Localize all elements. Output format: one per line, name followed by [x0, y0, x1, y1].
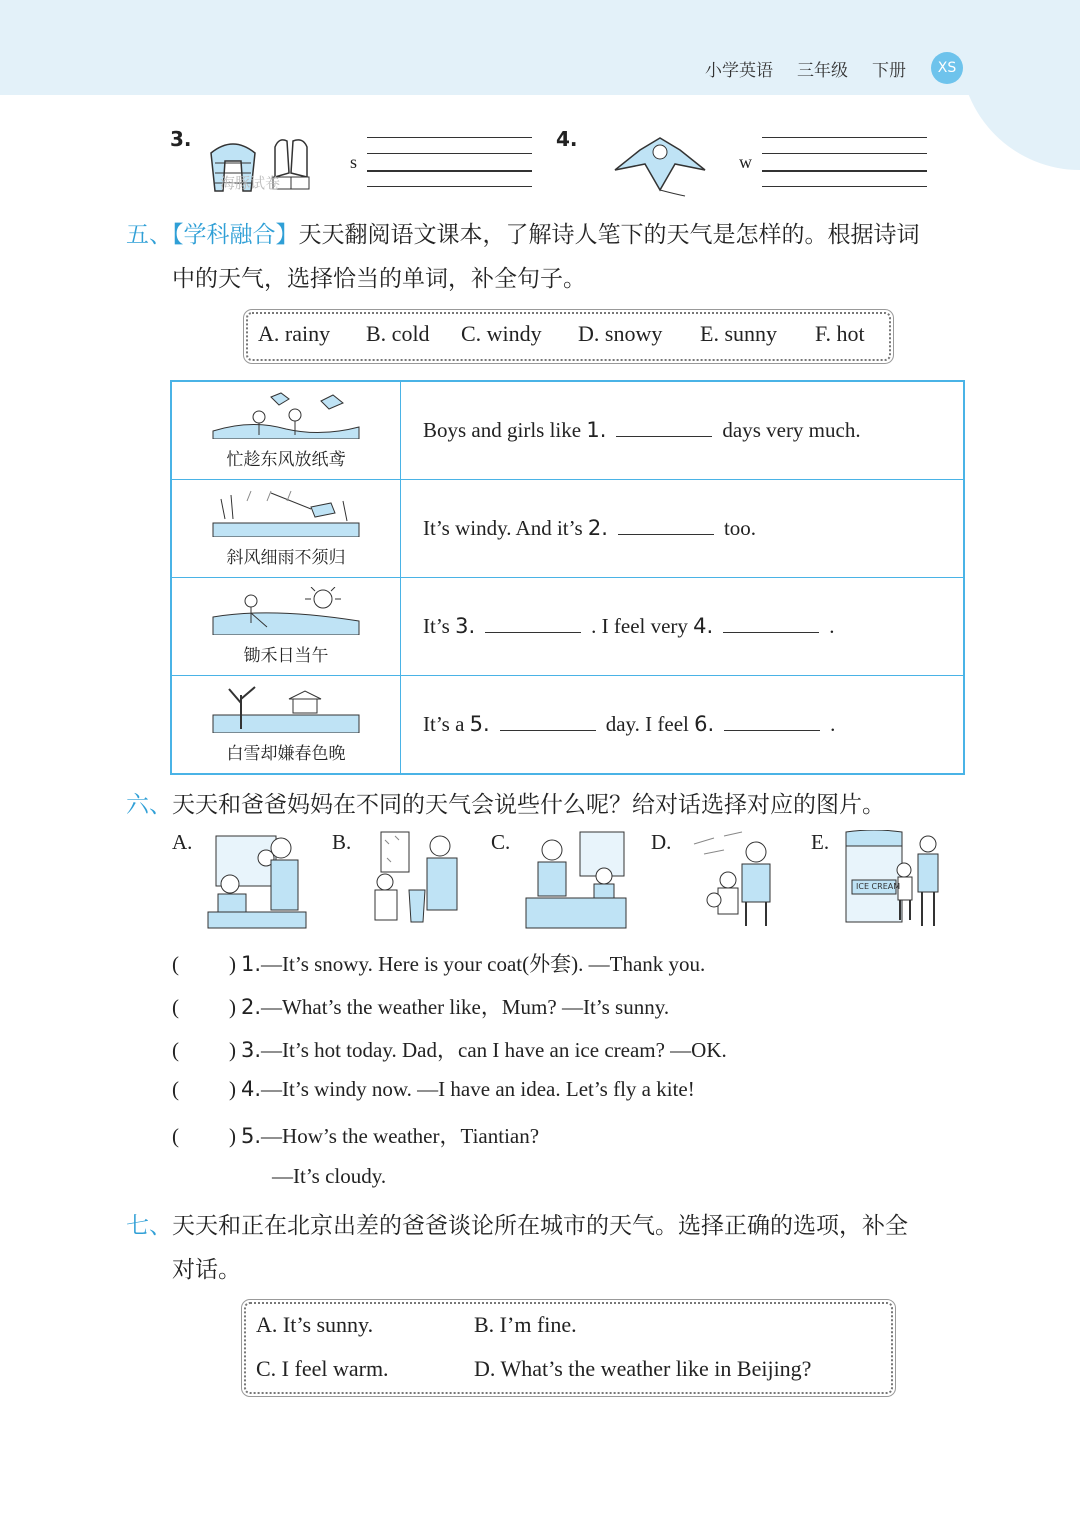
header-badge: XS	[931, 52, 963, 84]
section5-index: 五、	[126, 222, 172, 248]
header-band-curve	[960, 0, 1080, 170]
answer-line	[367, 137, 532, 138]
sentence-text: .	[830, 712, 836, 736]
paren-close: )	[229, 1077, 236, 1101]
answer-blank[interactable]	[723, 614, 819, 633]
picture-label-e: E.	[811, 830, 830, 854]
fisherman-rain-picture-icon	[211, 489, 361, 537]
item-3-letter: s	[350, 152, 358, 172]
answer-line	[367, 170, 532, 172]
section7-title-line1: 天天和正在北京出差的爸爸谈论所在城市的天气。选择正确的选项，补全	[172, 1213, 908, 1239]
table-row	[171, 480, 964, 578]
picture-d-icon	[684, 830, 788, 930]
section6-index: 六、	[126, 792, 172, 818]
sentence-cell	[401, 676, 965, 775]
dialogue-text: —It’s snowy. Here is your coat(外套). —Thank you.	[261, 952, 706, 976]
dialogue-5-continuation: —It’s cloudy.	[272, 1164, 387, 1188]
section7-option-c: C. I feel warm.	[256, 1356, 389, 1381]
sentence-text: too.	[723, 516, 757, 540]
picture-label-b: B.	[332, 830, 352, 854]
blank-number: 2.	[587, 516, 608, 540]
dialogue-2	[172, 991, 669, 1021]
poem-text: 白雪却嫌春色晚	[226, 744, 346, 764]
answer-line	[762, 186, 927, 187]
section5-title-line1: 天天翻阅语文课本，了解诗人笔下的天气是怎样的。根据诗词	[298, 222, 920, 248]
option-a: A. rainy	[258, 321, 331, 346]
blank-number: 4.	[693, 614, 714, 638]
picture-label-c: C.	[491, 830, 511, 854]
picture-label-a: A.	[172, 830, 193, 854]
dialogue-number: 4.	[241, 1077, 262, 1101]
section7-title	[126, 1207, 908, 1240]
picture-a-icon	[206, 830, 310, 930]
answer-blank[interactable]	[500, 712, 596, 731]
poem-text: 锄禾日当午	[243, 646, 329, 666]
dialogue-text: —What’s the weather like，Mum? —It’s sunny.	[261, 995, 670, 1019]
kite-icon	[605, 130, 715, 198]
paren-open: (	[172, 1077, 179, 1101]
dialogue-3	[172, 1034, 727, 1064]
dialogue-text: —It’s hot today. Dad，can I have an ice cream? —OK.	[261, 1038, 727, 1062]
paren-close: )	[229, 995, 236, 1019]
picture-e-icon	[844, 830, 948, 930]
blank-number: 6.	[694, 712, 715, 736]
header-subject: 小学英语	[705, 61, 773, 81]
watermark: 海豚试卷	[220, 174, 281, 192]
item-4-letter: w	[739, 152, 752, 172]
section5-title-line2: 中的天气，选择恰当的单词，补全句子。	[172, 266, 586, 292]
table-row	[171, 676, 964, 775]
sentence-text: . I feel very	[591, 614, 694, 638]
answer-blank[interactable]	[618, 516, 714, 535]
answer-line	[367, 186, 532, 187]
sentence-text: day. I feel	[605, 712, 695, 736]
section7-option-d: D. What’s the weather like in Beijing?	[474, 1356, 812, 1381]
sentence-text: .	[829, 614, 835, 638]
header-band	[0, 0, 1080, 95]
poem-text: 忙趁东风放纸鸢	[226, 450, 346, 470]
answer-blank[interactable]	[724, 712, 820, 731]
paren-open: (	[172, 1124, 179, 1148]
section5-tag: 【学科融合】	[172, 222, 299, 248]
answer-blank[interactable]	[485, 614, 581, 633]
poem-picture-cell	[171, 578, 401, 676]
sentence-cell	[401, 578, 965, 676]
picture-b-icon	[365, 830, 469, 930]
dialogue-text: —It’s windy now. —I have an idea. Let’s fly a kite!	[261, 1077, 695, 1101]
paren-close: )	[229, 1038, 236, 1062]
dialogue-number: 5.	[241, 1124, 262, 1148]
table-row	[171, 381, 964, 480]
header-volume: 下册	[872, 61, 906, 81]
answer-line	[762, 137, 927, 138]
section6-title	[126, 786, 885, 819]
poem-picture-cell	[171, 381, 401, 480]
blank-number: 5.	[469, 712, 490, 736]
option-e: E. sunny	[700, 321, 777, 346]
poem-weather-table	[170, 380, 965, 775]
section7-index: 七、	[126, 1213, 172, 1239]
paren-open: (	[172, 1038, 179, 1062]
blank-number: 3.	[455, 614, 476, 638]
dialogue-4	[172, 1077, 695, 1102]
item-3-number: 3.	[170, 127, 192, 151]
picture-c-icon	[524, 830, 628, 930]
sentence-cell	[401, 480, 965, 578]
dialogue-number: 2.	[241, 995, 262, 1019]
sentence-text: It’s windy. And it’s	[423, 516, 588, 540]
sentence-text: Boys and girls like	[423, 418, 587, 442]
paren-close: )	[229, 1124, 236, 1148]
farmer-sun-picture-icon	[211, 587, 361, 635]
table-row	[171, 578, 964, 676]
snow-pavilion-picture-icon	[211, 685, 361, 733]
dialogue-5	[172, 1120, 539, 1150]
picture-label-d: D.	[651, 830, 672, 854]
paren-close: )	[229, 952, 236, 976]
poem-text: 斜风细雨不须归	[226, 548, 346, 568]
section5-word-box	[246, 312, 891, 361]
dialogue-text: —How’s the weather，Tiantian?	[261, 1124, 540, 1148]
dialogue-1	[172, 948, 705, 978]
option-c: C. windy	[461, 321, 542, 346]
icecream-sign: ICE CREAM	[856, 882, 901, 891]
section7-option-a: A. It’s sunny.	[256, 1312, 374, 1337]
answer-line	[762, 153, 927, 154]
sentence-text: days very much.	[722, 418, 861, 442]
section7-title-line2: 对话。	[172, 1257, 241, 1283]
sentence-text: It’s	[423, 614, 456, 638]
blank-number: 1.	[586, 418, 607, 442]
option-b: B. cold	[366, 321, 430, 346]
section6-title-text: 天天和爸爸妈妈在不同的天气会说些什么呢？给对话选择对应的图片。	[172, 792, 885, 818]
option-d: D. snowy	[578, 321, 663, 346]
section7-option-b: B. I’m fine.	[474, 1312, 577, 1337]
poem-picture-cell	[171, 480, 401, 578]
paren-open: (	[172, 952, 179, 976]
dialogue-number: 1.	[241, 952, 262, 976]
sentence-cell	[401, 381, 965, 480]
dialogue-number: 3.	[241, 1038, 262, 1062]
answer-blank[interactable]	[616, 418, 712, 437]
sentence-text: It’s a	[423, 712, 470, 736]
kite-flying-picture-icon	[211, 391, 361, 439]
section5-title	[126, 216, 920, 249]
answer-line	[762, 170, 927, 172]
item-4-number: 4.	[556, 127, 578, 151]
paren-open: (	[172, 995, 179, 1019]
option-f: F. hot	[815, 321, 865, 346]
answer-line	[367, 153, 532, 154]
header-grade: 三年级	[797, 61, 848, 81]
poem-picture-cell	[171, 676, 401, 775]
